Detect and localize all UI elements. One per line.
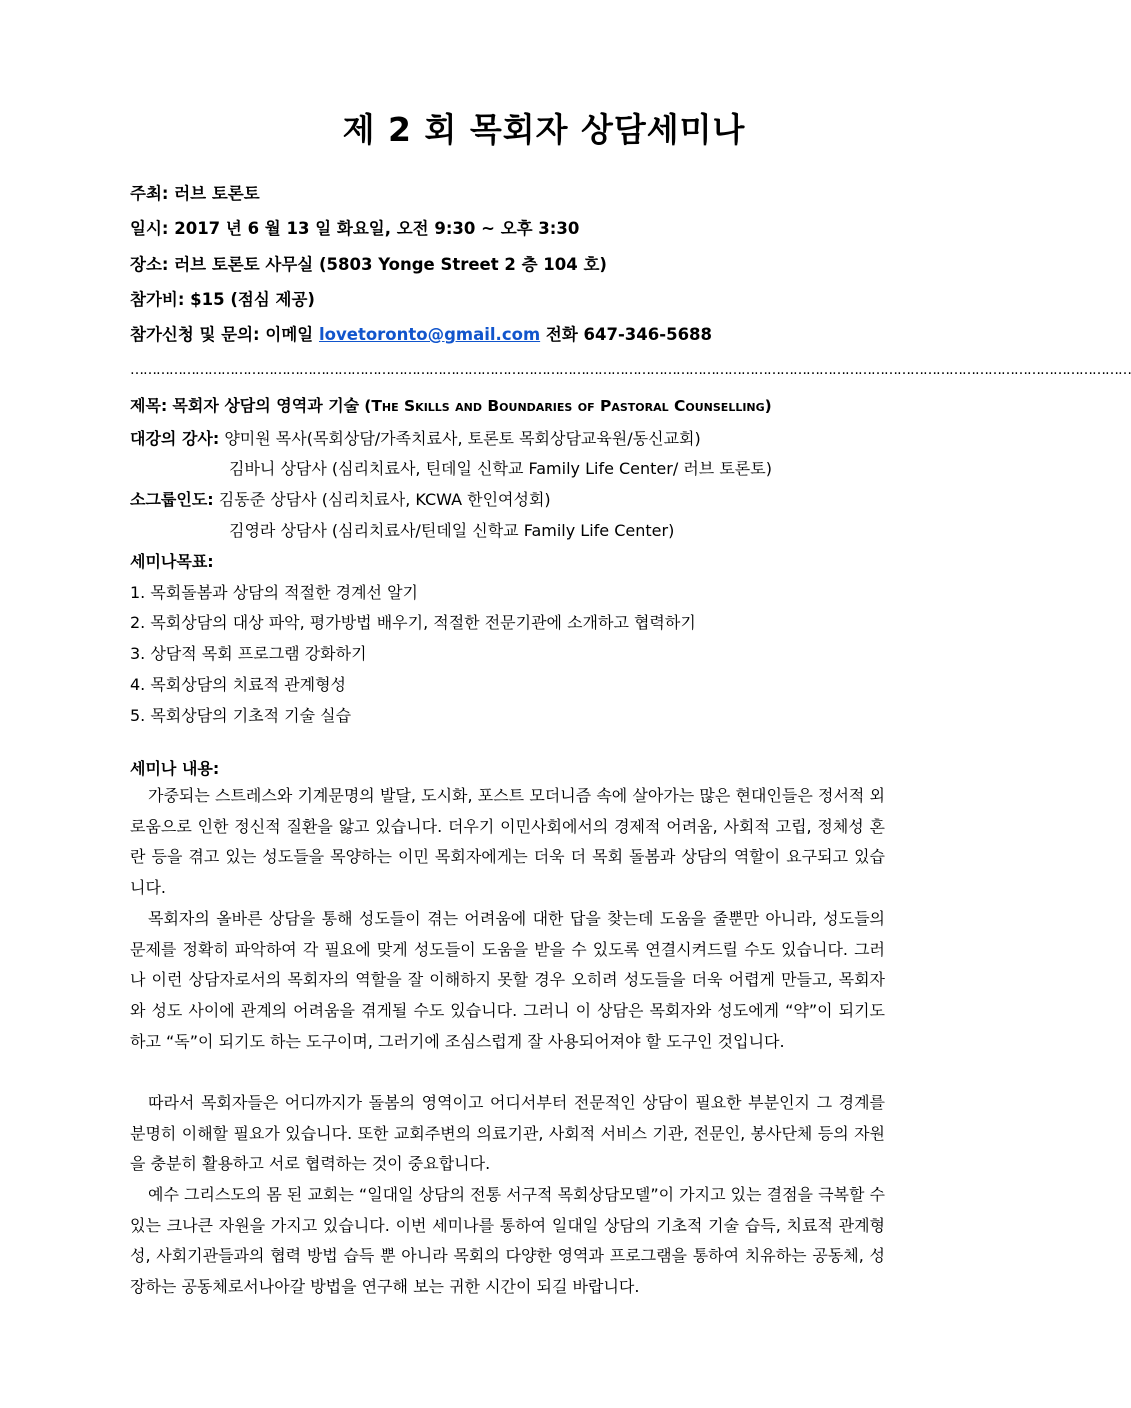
fee-label: 참가비: (130, 290, 185, 309)
phone-value: 전화 647-346-5688 (545, 325, 713, 344)
goal-item: 2. 목회상담의 대상 파악, 평가방법 배우기, 적절한 전문기관에 소개하고 협력하기 (130, 613, 696, 632)
group-leader-2-line (229, 518, 674, 541)
speakers-label: 대강의 강사: (130, 429, 220, 448)
email-link[interactable]: lovetoronto@gmail.com (319, 325, 541, 344)
subject-value: 목회자 상담의 영역과 기술 (172, 396, 360, 415)
dotted-separator: …………………………………………………………………………………………………………………………………………………………………………………………………………… (130, 362, 1131, 378)
contact-label: 참가신청 및 문의: (130, 325, 260, 344)
goal-item: 3. 상담적 목회 프로그램 강화하기 (130, 644, 367, 663)
content-heading: 세미나 내용: (130, 759, 220, 778)
content-paragraph: 목회자의 올바른 상담을 통해 성도들이 겪는 어려움에 대한 답을 찾는데 도움을 줄뿐만 아니라, 성도들의 문제를 정확히 파악하여 각 필요에 맞게 성도들이 도움을 받을 수 있도록 연결시켜드릴 수도 있습니다. 그러나 이런 상담자로서의 목회자의 역할을 잘 이해하지 못할 경우 오히려 성도들을 더욱 어렵게 만들고, 목회자와 성도 사이에 관계의 어려움을 겪게될 수도 있습니다. 그러니 이 상담은 목회자와 성도에게 “약”이 되기도 하고 “독”이 되기도 하는 도구이며, 그러기에 조심스럽게 잘 사용되어져야 할 도구인 것입니다. (130, 909, 885, 1051)
subject-label: 제목: (130, 396, 168, 415)
date-label: 일시: (130, 219, 169, 238)
speakers-line (130, 426, 701, 449)
email-prefix: 이메일 (265, 325, 314, 344)
venue-label: 장소: (130, 255, 169, 274)
host-label: 주최: (130, 184, 169, 203)
content-paragraph: 예수 그리스도의 몸 된 교회는 “일대일 상담의 전통 서구적 목회상담모델”이 가지고 있는 결점을 극복할 수 있는 크나큰 자원을 가지고 있습니다. 이번 세미나를 통하여 일대일 상담의 기초적 기술 습득, 치료적 관계형성, 사회기관들과의 협력 방법 습득 뿐 아니라 목회의 다양한 영역과 프로그램을 통하여 치유하는 공동체, 성장하는 공동체로서나아갈 방법을 연구해 보는 귀한 시간이 되길 바랍니다. (130, 1185, 885, 1297)
subject-english: (The Skills and Boundaries of Pastoral Counselling) (364, 397, 772, 415)
goal-item: 1. 목회돌봄과 상담의 적절한 경계선 알기 (130, 583, 418, 602)
date-value: 2017 년 6 월 13 일 화요일, 오전 9:30 ~ 오후 3:30 (174, 219, 580, 238)
speaker-1: 양미원 목사(목회상담/가족치료사, 토론토 목회상담교육원/동신교회) (224, 429, 701, 448)
date-line (130, 215, 579, 239)
subject-line (130, 393, 772, 416)
content-paragraph: 가중되는 스트레스와 기계문명의 발달, 도시화, 포스트 모더니즘 속에 살아가는 많은 현대인들은 정서적 외로움으로 인한 정신적 질환을 앓고 있습니다. 더우기 이민사회에서의 경제적 어려움, 사회적 고립, 정체성 혼란 등을 겪고 있는 성도들을 목양하는 이민 목회자에게는 더욱 더 목회 돌봄과 상담의 역할이 요구되고 있습니다. (130, 786, 885, 898)
venue-line (130, 251, 607, 275)
fee-value: $15 (점심 제공) (190, 290, 315, 309)
venue-value: 러브 토론토 사무실 (5803 Yonge Street 2 층 104 호) (174, 255, 607, 274)
goal-item: 5. 목회상담의 기초적 기술 실습 (130, 706, 352, 725)
speaker-2-line (229, 456, 772, 479)
speaker-2: 김바니 상담사 (심리치료사, 틴데일 신학교 Family Life Center/ 러브 토론토) (229, 459, 772, 478)
content-paragraph: 따라서 목회자들은 어디까지가 돌봄의 영역이고 어디서부터 전문적인 상담이 필요한 부분인지 그 경계를 분명히 이해할 필요가 있습니다. 또한 교회주변의 의료기관, 사회적 서비스 기관, 전문인, 봉사단체 등의 자원을 충분히 활용하고 서로 협력하는 것이 중요합니다. (130, 1093, 885, 1174)
host-value: 러브 토론토 (174, 184, 260, 203)
contact-line (130, 321, 712, 345)
fee-line (130, 286, 315, 310)
group-leader-1: 김동준 상담사 (심리치료사, KCWA 한인여성회) (218, 490, 551, 509)
group-leaders-line (130, 487, 551, 510)
group-label: 소그룹인도: (130, 490, 214, 509)
page-title: 제 2 회 목회자 상담세미나 (342, 110, 746, 149)
group-leader-2: 김영라 상담사 (심리치료사/틴데일 신학교 Family Life Center) (229, 521, 675, 540)
host-line (130, 180, 260, 204)
goal-item: 4. 목회상담의 치료적 관계형성 (130, 675, 346, 694)
goals-heading: 세미나목표: (130, 552, 214, 571)
